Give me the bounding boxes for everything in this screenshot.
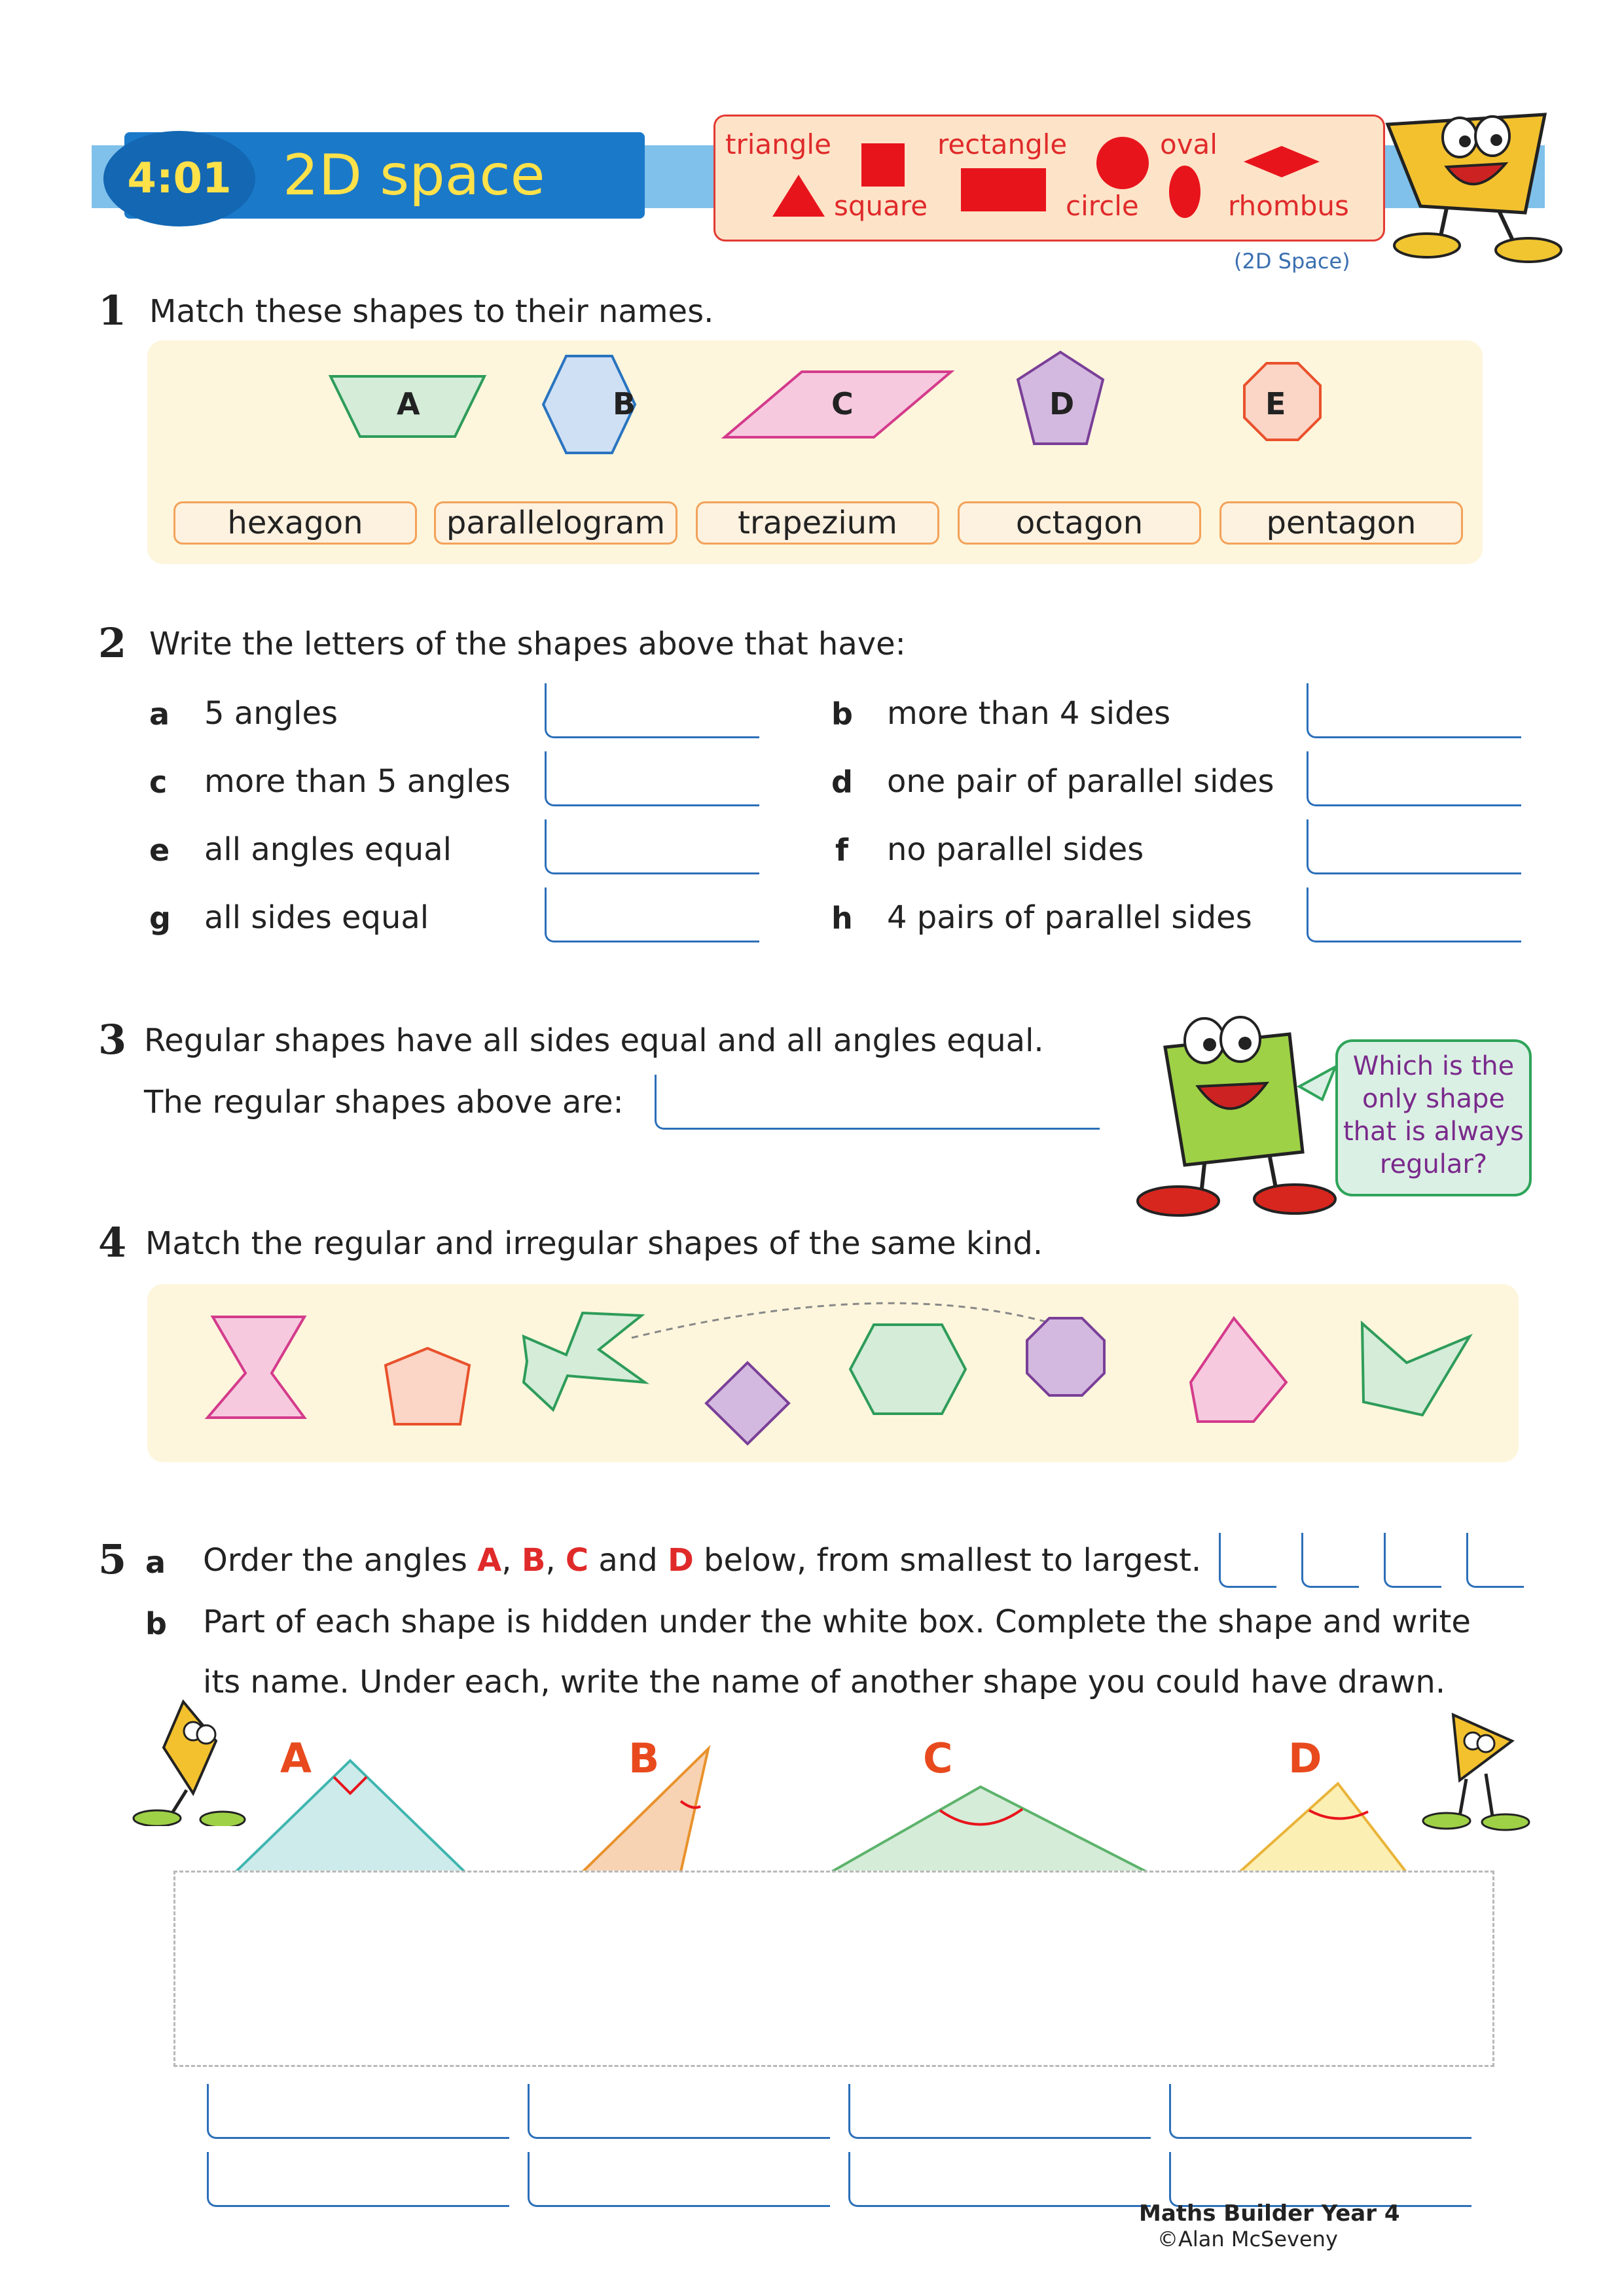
- shape-label-b: B: [613, 386, 636, 422]
- q5a-answer-1[interactable]: [1219, 1533, 1276, 1588]
- q2-item-g-text: all sides equal: [204, 899, 429, 936]
- q5b-name-d[interactable]: [1169, 2084, 1471, 2139]
- shape-label-e: E: [1265, 386, 1286, 422]
- shape-label-c: C: [831, 386, 854, 422]
- q2-answer-d[interactable]: [1307, 751, 1521, 806]
- footer-copyright: ©Alan McSeveny: [1157, 2227, 1338, 2251]
- irregular-octagon-star: [524, 1313, 645, 1410]
- q5a-answer-3[interactable]: [1384, 1533, 1441, 1588]
- q4-number: 4: [98, 1219, 127, 1266]
- circle-icon: [1096, 137, 1149, 189]
- q5b-other-a[interactable]: [207, 2152, 509, 2207]
- angle-label-d: D: [1288, 1734, 1322, 1782]
- angle-label-b: B: [628, 1734, 660, 1782]
- legend-label-oval: oval: [1160, 128, 1218, 160]
- q3-line2: The regular shapes above are:: [144, 1084, 624, 1121]
- q5a-pre: Order the angles: [203, 1542, 478, 1579]
- q2-answer-h[interactable]: [1307, 888, 1521, 942]
- q1-text: Match these shapes to their names.: [149, 293, 714, 330]
- q2-answer-g[interactable]: [545, 888, 759, 942]
- square-diamond: [706, 1363, 789, 1444]
- q5b-partial-shapes: [0, 1728, 1624, 1878]
- unit-number: 4:01: [127, 154, 232, 203]
- q5b-other-b[interactable]: [528, 2152, 830, 2207]
- reference-label: (2D Space): [1234, 249, 1350, 274]
- speech-line-1: Which is the: [1352, 1051, 1515, 1081]
- q5b-name-b[interactable]: [528, 2084, 830, 2139]
- q4-shapes: [147, 1284, 1519, 1462]
- q2-answer-b[interactable]: [1307, 683, 1521, 738]
- q2-item-d-letter: d: [831, 764, 853, 800]
- irregular-pentagon-green: [1362, 1323, 1470, 1415]
- q5a-sep2: ,: [545, 1542, 566, 1579]
- q2-item-a-text: 5 angles: [204, 695, 338, 732]
- speech-line-2: only shape: [1362, 1084, 1506, 1114]
- name-card-pentagon[interactable]: pentagon: [1219, 501, 1463, 545]
- shape-a-partial: [236, 1761, 465, 1872]
- name-card-trapezium[interactable]: trapezium: [696, 501, 939, 545]
- irregular-pentagon-kite: [1191, 1318, 1286, 1422]
- shape-c-partial: [831, 1787, 1147, 1872]
- trapezium-mascot: [1375, 98, 1564, 275]
- q5a-text: [203, 1542, 1201, 1579]
- q5a-and: and: [588, 1542, 668, 1579]
- q5a-post: below, from smallest to largest.: [693, 1542, 1202, 1579]
- q5-number: 5: [98, 1535, 127, 1583]
- q4-text: Match the regular and irregular shapes of the same kind.: [145, 1225, 1043, 1262]
- q5a-letter-d: D: [667, 1542, 694, 1579]
- q2-answer-f[interactable]: [1307, 819, 1521, 874]
- q5a-letter-a: A: [477, 1542, 502, 1579]
- speech-line-3: that is always: [1343, 1117, 1524, 1147]
- irregular-hexagon-bowtie: [208, 1317, 304, 1418]
- example-match-line: [632, 1303, 1047, 1338]
- oval-icon: [1169, 166, 1200, 218]
- shape-label-d: D: [1049, 386, 1075, 422]
- rhombus-icon: [1244, 146, 1320, 177]
- q5b-line1: Part of each shape is hidden under the white box. Complete the shape and write: [203, 1604, 1471, 1640]
- speech-bubble: [1335, 1039, 1532, 1196]
- regular-hexagon: [850, 1325, 965, 1414]
- name-card-hexagon[interactable]: hexagon: [173, 501, 417, 545]
- q5b-name-c[interactable]: [848, 2084, 1151, 2139]
- triangle-icon: [772, 175, 825, 217]
- name-card-octagon[interactable]: octagon: [958, 501, 1201, 545]
- q3-line1: Regular shapes have all sides equal and all angles equal.: [144, 1022, 1044, 1059]
- q2-item-b-text: more than 4 sides: [887, 695, 1171, 732]
- q2-answer-c[interactable]: [545, 751, 759, 806]
- q2-text: Write the letters of the shapes above that have:: [149, 626, 906, 662]
- speech-line-4: regular?: [1379, 1149, 1488, 1179]
- page-title: 2D space: [283, 143, 545, 208]
- q5b-line2: its name. Under each, write the name of another shape you could have drawn.: [203, 1664, 1446, 1700]
- q5b-letter: b: [145, 1606, 167, 1641]
- q5a-sep1: ,: [501, 1542, 522, 1579]
- q2-item-a-letter: a: [149, 696, 170, 732]
- q2-item-f-letter: f: [835, 833, 849, 868]
- q2-item-c-letter: c: [149, 764, 168, 800]
- shape-d-partial: [1240, 1784, 1406, 1872]
- q5a-letter-c: C: [565, 1542, 589, 1579]
- q5a-letter-b: B: [521, 1542, 546, 1579]
- rectangle-icon: [961, 168, 1046, 211]
- q3-number: 3: [98, 1016, 127, 1064]
- q5b-other-d[interactable]: [1169, 2152, 1471, 2207]
- name-card-parallelogram[interactable]: parallelogram: [434, 501, 677, 545]
- angle-label-c: C: [923, 1734, 953, 1782]
- square-icon: [861, 143, 905, 187]
- angle-label-a: A: [280, 1734, 312, 1782]
- q5b-other-c[interactable]: [848, 2152, 1151, 2207]
- regular-pentagon: [386, 1348, 469, 1424]
- hidden-area-box[interactable]: [173, 1871, 1494, 2067]
- q2-item-b-letter: b: [831, 696, 853, 732]
- q2-answer-e[interactable]: [545, 819, 759, 874]
- q2-answer-a[interactable]: [545, 683, 759, 738]
- q5b-name-a[interactable]: [207, 2084, 509, 2139]
- q3-answer[interactable]: [655, 1075, 1100, 1130]
- q2-item-e-text: all angles equal: [204, 831, 452, 868]
- q2-item-h-text: 4 pairs of parallel sides: [887, 899, 1252, 936]
- q2-item-c-text: more than 5 angles: [204, 763, 511, 800]
- q1-number: 1: [98, 287, 127, 334]
- legend-label-square: square: [834, 190, 928, 222]
- q2-item-e-letter: e: [149, 833, 170, 868]
- legend-label-rhombus: rhombus: [1228, 190, 1349, 222]
- q2-item-f-text: no parallel sides: [887, 831, 1144, 868]
- regular-octagon: [1027, 1318, 1104, 1395]
- square-mascot: [1126, 1001, 1348, 1224]
- q2-number: 2: [98, 619, 127, 667]
- legend-label-triangle: triangle: [725, 128, 831, 160]
- q5a-answer-2[interactable]: [1301, 1533, 1359, 1588]
- q5a-letter: a: [145, 1545, 166, 1580]
- q2-item-h-letter: h: [831, 901, 853, 936]
- shape-label-a: A: [397, 386, 420, 422]
- legend-label-rectangle: rectangle: [937, 128, 1068, 160]
- q2-item-g-letter: g: [149, 901, 171, 936]
- q5a-answer-4[interactable]: [1466, 1533, 1524, 1588]
- legend-label-circle: circle: [1066, 190, 1139, 222]
- footer-book-title: Maths Builder Year 4: [1139, 2200, 1400, 2227]
- q2-item-d-text: one pair of parallel sides: [887, 763, 1274, 800]
